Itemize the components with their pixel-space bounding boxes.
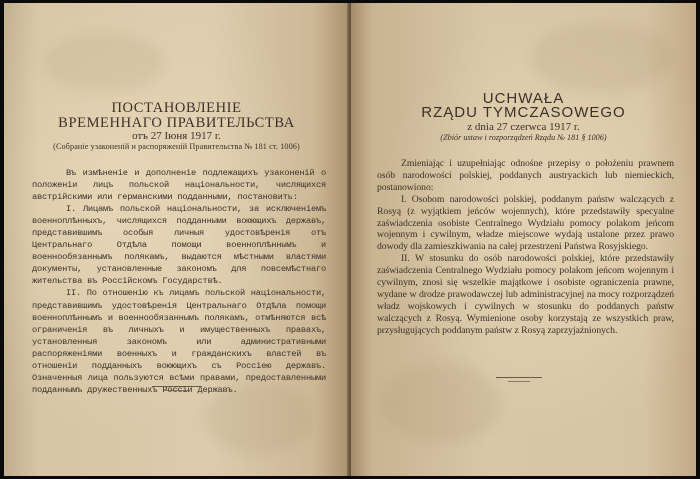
left-title-line1: ПОСТАНОВЛЕНІЕ bbox=[111, 100, 242, 116]
right-date: z dnia 27 czerwca 1917 r. bbox=[467, 121, 580, 133]
book-spread bbox=[4, 3, 696, 476]
left-page bbox=[4, 3, 349, 476]
left-paragraph: Въ измѣненіе и дополненіе подлежащихъ узаконеній о положеніи лицъ польской національности, числящихся австрійскими или германскими подданными, постановить: bbox=[32, 168, 326, 203]
divider-rule bbox=[152, 386, 202, 387]
right-title-line1: UCHWAŁA bbox=[482, 90, 565, 107]
divider-rule-short bbox=[164, 390, 190, 391]
divider-rule bbox=[496, 377, 542, 378]
paper-stain bbox=[381, 363, 501, 443]
left-title-line2: ВРЕМЕННАГО ПРАВИТЕЛЬСТВА bbox=[58, 115, 295, 131]
right-page bbox=[351, 3, 696, 476]
left-body-text bbox=[32, 167, 326, 396]
paper-stain bbox=[531, 23, 671, 93]
right-paragraph: II. W stosunku do osób narodowości polskiej, które przedstawiły zaświadczenia Centralnego Wydziału pomocy polakom jeńcom wojennym i cywilnym, znosi się wszelkie majątkowe i osobiste ograniczenia prawne, wydane w drodze prawodawczej lub administracyjnej na mocy rozporządzeń władz wojskowych i cywilnych w stosunku do poddanych państw walczących z Rosyą. Wymienione osoby korzystają ze wszystkich praw, przysługujących poddanym państw z Rosyą zaprzyjaźnionych. bbox=[377, 253, 674, 336]
divider-rule-short bbox=[508, 381, 530, 382]
left-date: отъ 27 Іюня 1917 г. bbox=[132, 130, 221, 142]
left-source: (Собраніе узаконеній и распоряженій Правительства № 181 ст. 1006) bbox=[53, 142, 300, 151]
right-body-text bbox=[377, 158, 674, 337]
right-source: (Zbiór ustaw i rozporządzeń Rządu № 181 § 1006) bbox=[440, 133, 607, 142]
right-title-line2: RZĄDU TYMCZASOWEGO bbox=[421, 104, 626, 121]
left-paragraph: I. Лицамъ польской національности, за исключеніемъ военноплѣнныхъ, числящихся подданными воюющихъ державъ, представившимъ особыя личныя удостовѣренія отъ Центральнаго Отдѣла помощи военноплѣннымъ и военнообязаннымъ полякамъ, выдаются мѣстными властями документы, установленные закономъ для повсемѣстнаго жительства въ Россійскомъ Государствѣ. bbox=[32, 204, 326, 287]
right-paragraph: I. Osobom narodowości polskiej, poddanym państw walczących z Rosyą (z wyjątkiem jeńców wojennych), które przedstawiły specyalne zaświadczenia osobiste Centralnego Wydziału pomocy polakom jeńcom wojennym i cywilnym, władze miejscowe wydają ustalone przez prawo dowody dla zamieszkiwania na całej przestrzeni Państwa Rosyjskiego. bbox=[377, 193, 674, 253]
paper-stain bbox=[44, 33, 164, 93]
left-paragraph: II. По отношенію къ лицамъ польской національности, представившимъ удостовѣренія Центральнаго Отдѣла помощи военноплѣннымъ и военнообязаннымъ полякамъ, отмѣняются всѣ ограниченія въ личныхъ и имущественныхъ правахъ, установленныя закономъ или административными распоряженіями военныхъ и гражданскихъ властей въ отношеніи подданныхъ воюющихъ съ Россіею державъ. Означенныя лица пользуются всѣми правами, предоставленными подданнымъ дружественныхъ Россіи державъ. bbox=[32, 288, 326, 395]
right-paragraph: Zmieniając i uzupełniając odnośne przepisy o położeniu prawnem osób narodowości polskiej, poddanych austryackich lub niemieckich, postanowiono: bbox=[377, 158, 674, 193]
